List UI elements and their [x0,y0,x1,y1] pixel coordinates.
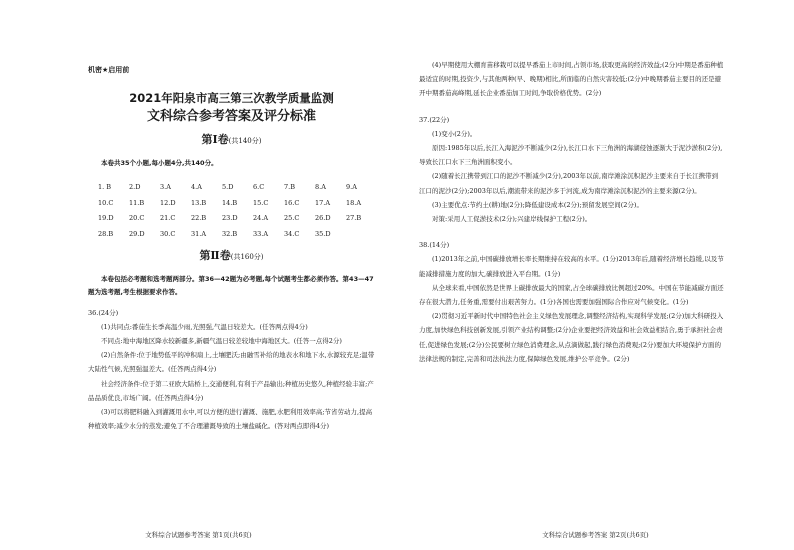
vol2-score: (共160分) [230,253,264,261]
answer-item: 32.B [222,229,238,238]
answer-item: 17.A [315,198,331,207]
answer-item: 14.B [222,198,238,207]
answer-item: 30.C [160,229,176,238]
q37-part5: 对策:采用人工促淤技术(2分);兴建岸线保护工程(2分)。 [432,215,592,224]
doc-title: 文科综合参考答案及评分标准 [146,109,316,124]
q38-part3: (2)贯彻习近平新时代中国特色社会主义绿色发展理念,调整经济结构,实现科学发展;(2分)加大科研投入力度,加快绿色科技创新发展,引领产业结构调整;(2分)企业要把经济效益和社会效益相结合,勇于承担社会责任,促进绿色发展;(2分)公民要树立绿色消费理念,从点滴做起,践行绿色消费观;(2分)要加大环境保护方面的法律法规的制定,完善和司法执法力度,保障绿色发展,维护公平竞争。(2分) [419,312,724,363]
answer-item: 22.B [191,214,207,222]
answer-item: 13.B [191,198,207,207]
q37-part3: (2)随着长江携带到江口的泥沙不断减少(2分),2003年以前,南岸滩涂沉积泥沙主要来自于长江携带到江口的泥沙(2分);2003年以后,潮流带来的泥沙多于河流,成为南岸滩涂沉积泥沙的主要来源(2分)。 [419,172,719,195]
answer-item: 10.C [98,198,114,207]
vol1-score: (共140分) [228,137,262,145]
exam-title: 2021年阳泉市高三第三次教学质量监测 [129,91,334,105]
page-right [397,0,794,550]
vol2-title: 第Ⅱ卷 [199,249,231,262]
page-footer-right: 文科综合试题参考答案 第2页(共6页) [542,531,649,539]
answer-item: 2.D [129,183,141,191]
vol2-note: 本卷包括必考题和选考题两部分。第36—42题为必考题,每个试题考生都必须作答。第43—47题为选考题,考生根据要求作答。 [88,275,374,296]
q37-part1: (1)变小(2分)。 [432,129,477,138]
answer-item: 16.C [284,198,300,207]
q36-part3: (2)自然条件:位于地势低平的冲积扇上,土壤肥沃;由融雪补给的地表水和地下水,水源较充足;温带大陆性气候,光照强温差大。(任答两点得4分) [88,351,375,374]
answer-item: 34.C [284,229,300,238]
answer-item: 26.D [315,214,331,222]
secret-label: 机密★启用前 [88,66,130,74]
answer-item: 27.B [346,214,362,222]
q37-heading: 37.(22分) [419,115,450,124]
vol2-heading [88,248,375,265]
answer-item: 3.A [160,183,171,191]
answer-item: 19.D [98,214,114,222]
q36-heading: 36.(24分) [88,308,119,317]
q37-part2: 原因:1985年以后,长江入海泥沙不断减少(2分),长江口水下三角洲的海湖侵蚀逐渐大于泥沙淤积(2分),导致长江口水下三角洲面积变小。 [419,144,723,167]
q38-heading: 38.(14分) [419,241,450,250]
answer-grid [98,180,375,242]
q38-part2: 从全球来看,中国依然是世界上碳排放最大的国家,占全球碳排放比例超过20%。中国在节能减碳方面还存在很大潜力,任务重,需要付出艰苦努力。(1分)各国也需要加强国际合作应对气候变化。(1分) [419,283,724,307]
vol1-title: 第Ⅰ卷 [201,133,229,146]
answer-item: 11.B [129,198,145,207]
answer-item: 6.C [253,183,265,191]
q36-part4: 社会经济条件:位于第二亚欧大陆桥上,交通便利,有利于产品输出;种植历史悠久,种植经验丰富;产品品质优良,市场广阔。(任答两点得4分) [88,379,374,402]
vol1-heading [88,132,375,149]
q36-part5: (3)可以将肥料融入到灌溉用水中,可以方便的进行灌溉、施肥,水肥利用效率高;节省劳动力,提高种植效率;减少水分的蒸发;避免了不合理灌溉导致的土壤盐碱化。(答对两点即得4分) [88,407,373,431]
vol1-note: 本卷共35个小题,每小题4分,共140分。 [101,159,218,167]
answer-item: 1. B [98,183,112,191]
answer-item: 21.C [160,214,176,222]
answer-item: 20.C [129,214,145,222]
answer-item: 18.A [346,198,362,207]
answer-item: 31.A [191,229,207,238]
answer-item: 8.A [315,183,326,191]
answer-item: 23.D [222,214,238,222]
answer-item: 5.D [222,183,234,191]
q36-part6: (4)早期使用大棚育苗移栽可以提早番茄上市时间,占领市场,获取更高的经济效益;(2分)中期是番茄种植最适宜的时期,投资少,与其他两种(早、晚期)相比,所面临的自然灾害较低;(2分)中晚期番茄主要目的还是避开中期番茄高峰期,延长企业番茄加工时间,争取价格优势。(2分) [419,61,724,98]
answer-item: 33.A [253,229,269,238]
answer-item: 4.A [191,183,202,191]
answer-item: 15.C [253,198,269,207]
answer-item: 25.C [284,214,300,222]
answer-item: 29.D [129,229,145,238]
answer-item: 12.D [160,198,176,207]
q37-part4: (3)主要优点:节约土(耕)地(2分);降低建设成本(2分);预留发展空间(2分)。 [432,200,643,209]
q36-part2: 不同点:地中海地区降水较新疆多,新疆气温日较差较地中海地区大。(任答一点得2分) [101,336,342,345]
q36-part1: (1)共同点:番茄生长季高温少雨,光照强,气温日较差大。(任答两点得4分) [101,322,308,331]
answer-item: 7.B [284,183,295,191]
answer-item: 24.A [253,214,269,222]
answer-item: 9.A [346,183,357,191]
answer-item: 35.D [315,229,331,238]
page-footer-left: 文科综合试题参考答案 第1页(共6页) [145,531,252,539]
answer-item: 28.B [98,229,114,238]
q38-part1: (1)2013年之前,中国碳排放增长率长期维持在较高的水平。(1分)2013年后,随着经济增长趋缓,以及节能减排措施力度的加大,碳排放进入平台期。(1分) [419,255,724,278]
